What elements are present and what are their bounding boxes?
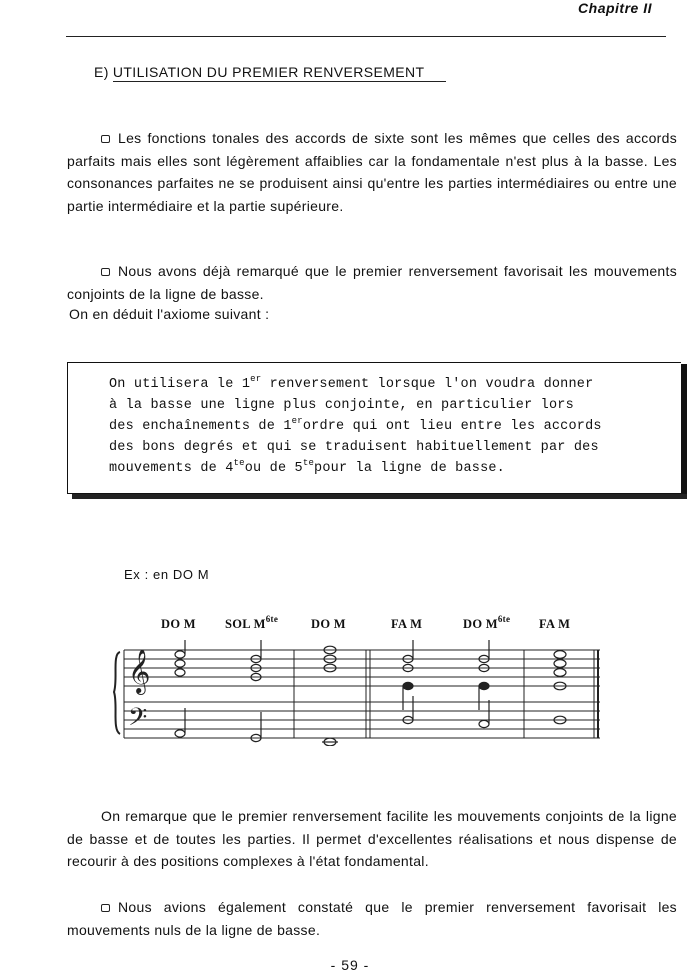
page-number: - 59 - [330, 957, 370, 973]
square-bullet-icon [101, 135, 110, 143]
bass-staff [124, 702, 600, 738]
paragraph-4-text: On remarque que le premier renversement facilite les mouvements conjoints de la ligne de basse et de toutes les parties. Il permet d'excellentes réalisations et nous dispense de recourir à des positions complexes à l'état fondamental. [67, 808, 677, 869]
square-bullet-icon [101, 268, 110, 276]
paragraph-5-text: Nous avions également constaté que le premier renversement favorisait les mouvements nuls de la ligne de basse. [67, 899, 677, 938]
section-heading [94, 64, 446, 80]
example-label: Ex : en DO M [124, 567, 210, 582]
section-title: UTILISATION DU PREMIER RENVERSEMENT [113, 64, 447, 82]
axiom-line-5: mouvements de $4^{te}ou$ de $5^{te}pour$ la ligne de basse. [109, 458, 505, 476]
chord-1-notes [175, 640, 185, 737]
treble-clef-icon: 𝄞 [128, 649, 151, 693]
axiom-box-shadow-bottom [72, 494, 687, 499]
header-rule [66, 36, 666, 37]
axiom-box-shadow [681, 364, 687, 498]
chord-label-5: DO $M^{6te}$ [463, 614, 511, 631]
paragraph-5 [67, 896, 677, 941]
section-label: E) [94, 64, 109, 80]
music-score [110, 640, 606, 746]
grand-staff-brace [114, 652, 120, 734]
chord-label-3: DO M [311, 617, 346, 631]
axiom-line-4: des bons degrés et qui se traduisent habituellement par des [109, 440, 599, 455]
axiom-text [109, 374, 669, 479]
chord-label-4: FA M [391, 617, 423, 631]
chord-2-notes [251, 640, 261, 742]
chord-label-2: SOL $M^{6te}$ [225, 614, 279, 631]
paragraph-4 [67, 805, 677, 873]
paragraph-1 [67, 127, 677, 217]
axiom-line-2: à la basse une ligne plus conjointe, en particulier lors [109, 398, 574, 413]
chord-label-6: FA M [539, 617, 571, 631]
axiom-line-3: des enchaînements de 1erordre qui ont lieu entre les accords [109, 416, 602, 434]
paragraph-2 [67, 260, 677, 305]
chord-label-1: DO M [161, 617, 196, 631]
paragraph-1-text: Les fonctions tonales des accords de sixte sont les mêmes que celles des accords parfaits mais elles sont légèrement affaiblies car la fondamentale n'est plus à la basse. Les consonances parfaites ne se produisent ainsi qu'entre les parties intermédiaires ou entre une partie intermédiaire et la partie supérieure. [67, 130, 677, 214]
chord-3-notes [322, 646, 338, 746]
chord-5-notes [479, 640, 489, 728]
paragraph-3 [67, 303, 677, 326]
chapter-header: Chapitre II [578, 0, 652, 16]
paragraph-3-text: On en déduit l'axiome suivant : [69, 306, 270, 322]
square-bullet-icon [101, 904, 110, 912]
chord-6-notes [554, 651, 566, 724]
treble-staff [124, 650, 600, 686]
bass-clef-icon: 𝄢 [128, 703, 148, 738]
paragraph-2-text: Nous avons déjà remarqué que le premier renversement favorisait les mouvements conjoints de la ligne de basse. [67, 263, 677, 302]
axiom-line-1: On utilisera le 1er renversement lorsque l'on voudra donner [109, 374, 594, 392]
